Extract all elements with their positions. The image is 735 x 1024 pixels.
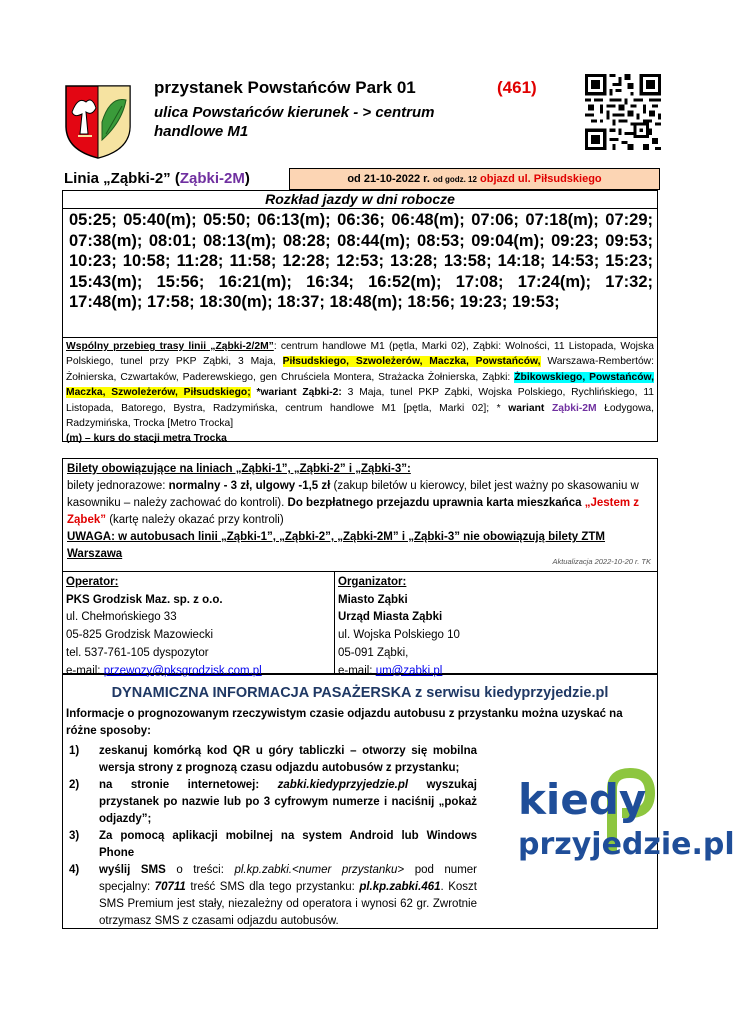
list-item: 4) wyślij SMS o treści: pl.kp.zabki.<numer przystanku> pod numer specjalny: 70711 treść SMS dla tego przystanku: pl.kp.zabki.461. Koszt SMS Premium jest stały, niezależny od operatora i wynosi 62 gr. Zwrotnie otrzymasz SMS z czasami odjazdu autobusów. [69,864,478,927]
operator-email-link[interactable]: przewozy@pksgrodzisk.com.pl [103,664,262,677]
contacts-divider [334,572,335,673]
validity-banner [289,168,660,190]
route-highlight-1: Piłsudskiego, Szwoleżerów, Maczka, Powstańców, [282,356,541,368]
operator-city: 05-825 Grodzisk Mazowiecki [66,629,214,642]
organizer-email-link[interactable]: um@zabki.pl [375,664,443,677]
route-highlight-3: Maczka, Szwoleżerów, Piłsudskiego; [66,387,251,399]
tickets-info [62,458,658,572]
single-ticket-prices: normalny - 3 zł, ulgowy -1,5 zł [168,480,331,492]
route-description [62,338,658,445]
update-date: Aktualizacja 2022-10-20 r. TK [552,557,651,566]
variant-label: *wariant Ząbki-2: [256,387,342,399]
route-heading: Wspólny przebieg trasy linii „Ząbki-2/2M” [66,341,274,352]
departure-times: 05:25; 05:40(m); 05:50; 06:13(m); 06:36; 06:48(m); 07:06; 07:18(m); 07:29; 07:38(m); 08:01; 08:13(m); 08:28; 08:44(m); 08:53; 09:04(m); 09:23; 09:53; 10:23; 10:58; 11:28; 11:58; 12:28; 12:53; 13:28; 13:58; 14:18; 14:53; 15:23; 15:43(m); 15:56; 16:21(m); 16:34; 16:52(m); 17:08; 17:24(m); 17:32; 17:48(m); 17:58; 18:30(m); 18:37; 18:48(m); 18:56; 19:23; 19:53; [69,211,653,311]
route-part-4: Łodygowa, Radzymińska, Trocka [Metro Trocka] [66,402,654,430]
organizer-heading: Organizator: [338,576,407,588]
stop-title: przystanek Powstańców Park 01 [154,78,416,97]
line-variant: Ząbki-2M [179,170,245,187]
timetable-box [62,190,658,338]
single-ticket-intro: bilety jednorazowe: [67,480,169,492]
organizer-info [338,574,460,680]
single-ticket-rest: (zakup biletów u kierowcy, bilet jest ważny po skasowaniu w kasowniku – należy zachować do kontroli). [67,480,639,509]
operator-email-label: e-mail: [66,664,104,677]
route-part-3: 3 Maja, tunel PKP Ząbki, Wojska Polskiego, Rychlińskiego, 11 Listopada, Batorego, Bystra, Radzymińska, centrum handlowe M1 [pętla, Marki 02]; * [66,387,655,414]
list-item: 3) Za pomocą aplikacji mobilnej na system Android lub Windows Phone [69,830,477,859]
route-part-2: Warszawa-Rembertów: Żołnierska, Czwartaków, Paderewskiego, gen Chruściela Montera, Strażacka Żołnierska, Ząbki: [66,356,654,383]
street-line-1: ulica Powstańców kierunek - > centrum [154,104,435,121]
variant-2-label: wariant [508,402,545,414]
metro-note: (m) – kurs do stacji metra Trocka [66,433,227,445]
resident-card-note: (kartę należy okazać przy kontroli) [106,514,284,526]
dynamic-info-intro: Informacje o prognozowanym rzeczywistym czasie odjazdu autobusu z przystanku można uzyskać na różne sposoby: [66,708,623,737]
tickets-heading: Bilety obowiązujące na liniach „Ząbki-1”, „Ząbki-2” i „Ząbki-3”: [67,463,411,475]
operator-info [66,574,262,680]
detour-note: objazd ul. Piłsudskiego [480,173,602,185]
list-item: 2) na stronie internetowej: zabki.kiedyprzyjedzie.pl wyszukaj przystanek po nazwie lub po 3 cyfrowym numerze i naciśnij „pokaż odjazdy”; [69,779,477,825]
ztm-warning: UWAGA: w autobusach linii „Ząbki-1”, „Ząbki-2”, „Ząbki-2M” i „Ząbki-3” nie obowiązują bilety ZTM Warszawa [67,531,606,560]
logo-text-2: przyjedzie.pl [518,827,735,862]
coat-of-arms-icon [62,82,134,160]
organizer-email-label: e-mail: [338,664,376,677]
line-name: Linia „Ząbki-2” ( [64,170,180,187]
item-3-text: Za pomocą aplikacji mobilnej na system Android lub Windows Phone [99,830,477,859]
route-highlight-2: Żbikowskiego, Powstańców, [514,371,654,383]
contacts-box [62,572,658,677]
website-link[interactable]: zabki.kiedyprzyjedzie.pl [277,779,409,791]
street-direction [154,103,494,141]
valid-hour: od godz. 12 [432,175,477,184]
dynamic-info-list [69,743,477,930]
organizer-name-1: Miasto Ząbki [338,593,408,606]
stop-number: (461) [497,78,537,97]
timetable-title: Rozkład jazdy w dni robocze [63,191,657,209]
dynamic-info-title: DYNAMICZNA INFORMACJA PASAŻERSKA z serwisu kiedyprzyjedzie.pl [111,685,609,701]
free-ride-text: Do bezpłatnego przejazdu uprawnia karta mieszkańca [287,497,585,509]
variant-2-name: Ząbki-2M [551,402,597,414]
qr-code-icon[interactable] [585,74,661,150]
kiedyprzyjedzie-logo [518,765,735,890]
dynamic-info-box [62,674,735,929]
organizer-name-2: Urząd Miasta Ząbki [338,611,443,624]
tickets-body [67,478,653,529]
logo-text-1: kiedy [518,775,647,824]
line-close: ) [244,170,250,187]
street-line-2: handlowe M1 [154,123,249,140]
list-item: 1) zeskanuj komórką kod QR u góry tabliczki – otworzy się mobilna wersja strony z prognozą czasu odjazdu autobusów z przystanku; [69,745,477,774]
operator-phone: tel. 537-761-105 dyspozytor [66,646,209,659]
resident-card-name: „Jestem z Ząbek” [67,497,640,526]
organizer-street: ul. Wojska Polskiego 10 [338,629,460,642]
item-1-text: zeskanuj komórką kod QR u góry tabliczki – otworzy się mobilna wersja strony z prognozą czasu odjazdu autobusów z przystanku; [99,745,477,774]
line-label [64,170,250,187]
operator-name: PKS Grodzisk Maz. sp. z o.o. [66,593,223,606]
route-part-1: : centrum handlowe M1 (pętla, Marki 02), Ząbki: Wolności, 11 Listopada, Wojska Polskiego, tunel przy PKP Ząbki, 3 Maja, [66,341,654,368]
valid-from: od 21-10-2022 r. [347,173,430,185]
operator-street: ul. Chełmońskiego 33 [66,611,177,624]
organizer-city: 05-091 Ząbki, [338,646,409,659]
operator-heading: Operator: [66,576,119,588]
